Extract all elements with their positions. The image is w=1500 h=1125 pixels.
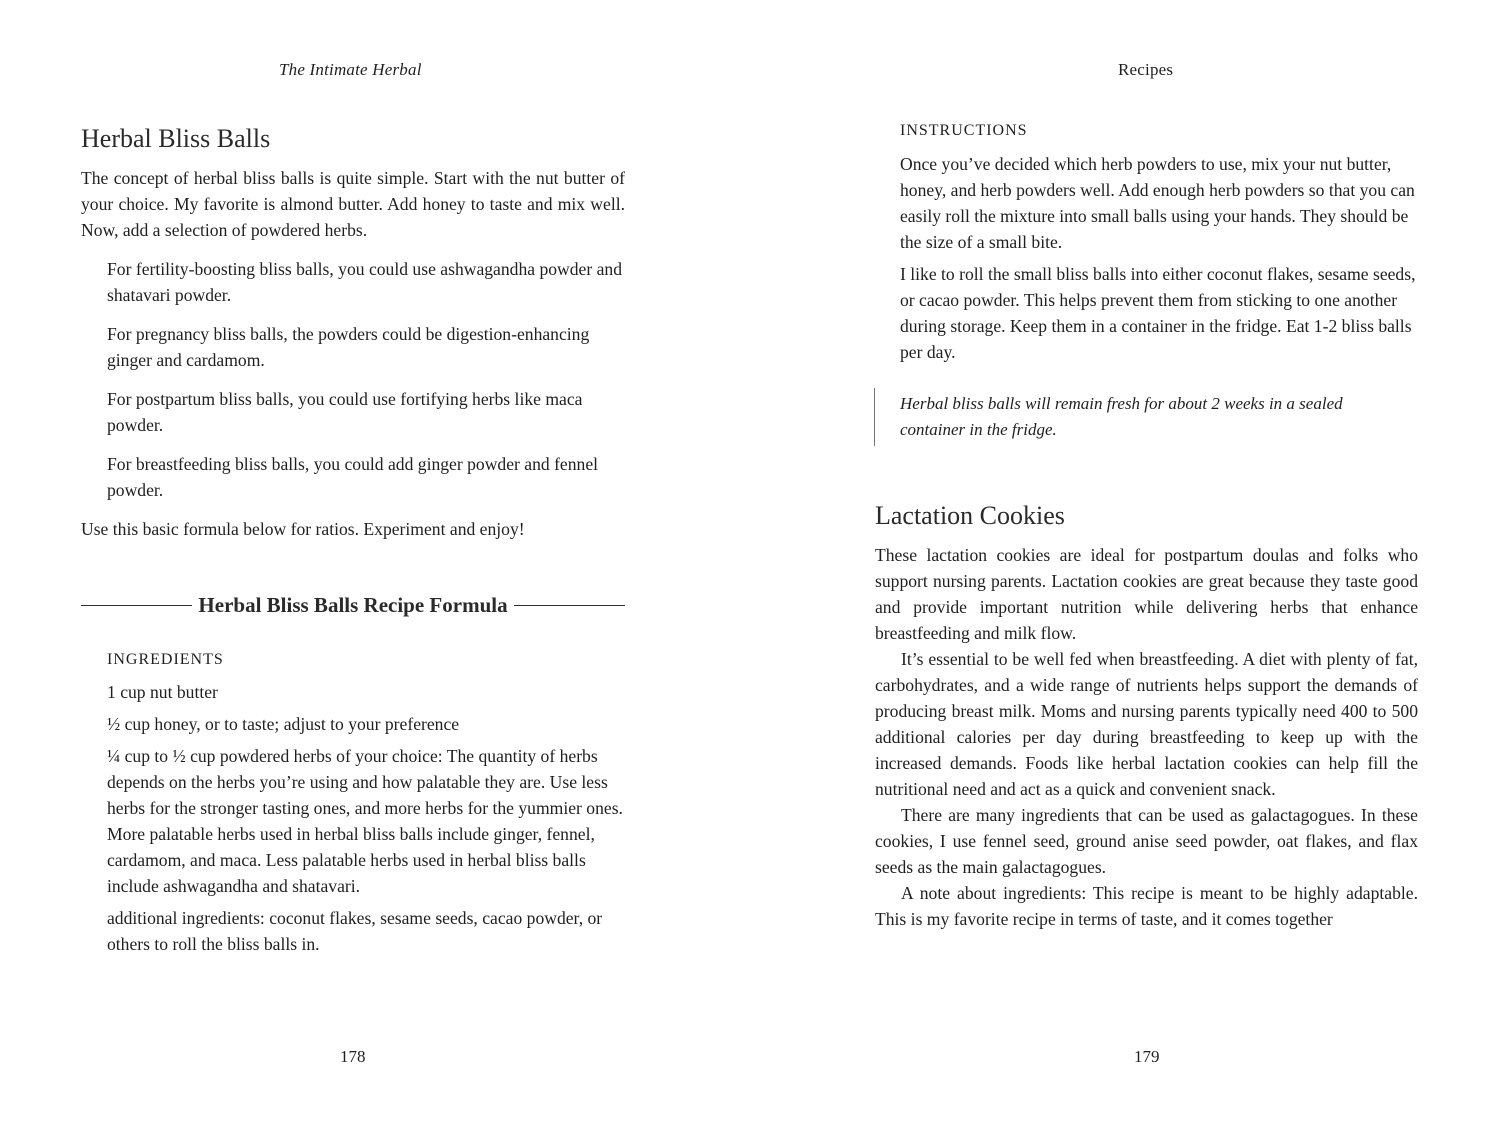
rule-line-left <box>81 605 192 606</box>
option-pregnancy: For pregnancy bliss balls, the powders could be digestion-enhancing ginger and cardamom. <box>107 324 590 370</box>
page-number-left: 178 <box>340 1047 366 1066</box>
body-paragraph: A note about ingredients: This recipe is meant to be highly adaptable. This is my favorite recipe in terms of taste, and it comes together <box>875 883 1418 929</box>
ingredient-additional: additional ingredients: coconut flakes, sesame seeds, cacao powder, or others to roll the bliss balls in. <box>107 908 603 954</box>
running-head-right: Recipes <box>1118 60 1174 79</box>
section-title-bliss-balls: Herbal Bliss Balls <box>81 124 271 153</box>
instruction-step-1: Once you’ve decided which herb powders to use, mix your nut butter, honey, and herb powders well. Add enough herb powders so that you can easily roll the mixture into small balls using your hands. They should be the size of a small bite. <box>900 154 1415 252</box>
option-postpartum: For postpartum bliss balls, you could use fortifying herbs like maca powder. <box>107 389 583 435</box>
formula-title: Herbal Bliss Balls Recipe Formula <box>198 593 508 617</box>
rule-line-right <box>514 605 625 606</box>
bliss-ball-options <box>107 256 627 503</box>
page-number-right: 179 <box>1134 1047 1160 1066</box>
instruction-step-2: I like to roll the small bliss balls into either coconut flakes, sesame seeds, or cacao powder. This helps prevent them from sticking to one another during storage. Keep them in a container in the fridge. Eat 1-2 bliss balls per day. <box>900 264 1416 362</box>
right-page <box>750 0 1500 1125</box>
ingredient-nut-butter: 1 cup nut butter <box>107 682 218 702</box>
ingredients-list <box>107 679 627 957</box>
ingredient-herbs: ¼ cup to ½ cup powdered herbs of your choice: The quantity of herbs depends on the herbs you’re using and how palatable they are. Use less herbs for the stronger tasting ones, and more herbs for the yummier ones. More palatable herbs used in herbal bliss balls include ginger, fennel, cardamom, and maca. Less palatable herbs used in herbal bliss balls include ashwagandha and shatavari. <box>107 746 623 896</box>
body-paragraph: There are many ingredients that can be used as galactagogues. In these cookies, I use fennel seed, ground anise seed powder, oat flakes, and flax seeds as the main galactagogues. <box>875 805 1418 877</box>
option-fertility: For fertility-boosting bliss balls, you could use ashwagandha powder and shatavari powder. <box>107 259 623 305</box>
formula-heading <box>81 593 625 618</box>
note-bar <box>874 388 875 446</box>
option-breastfeeding: For breastfeeding bliss balls, you could add ginger powder and fennel powder. <box>107 454 599 500</box>
storage-note <box>900 391 1380 443</box>
storage-note-text: Herbal bliss balls will remain fresh for about 2 weeks in a sealed container in the fridge. <box>900 394 1343 439</box>
closing-paragraph <box>81 516 625 542</box>
body-paragraph: These lactation cookies are ideal for postpartum doulas and folks who support nursing parents. Lactation cookies are great because they taste good and provide important nutrition while delivering herbs that enhance breastfeeding and milk flow. <box>875 545 1418 643</box>
ingredient-honey: ½ cup honey, or to taste; adjust to your preference <box>107 714 460 734</box>
instructions-heading: INSTRUCTIONS <box>900 122 1028 139</box>
lactation-body <box>875 542 1418 932</box>
intro-text: The concept of herbal bliss balls is quite simple. Start with the nut butter of your choice. My favorite is almond butter. Add honey to taste and mix well. Now, add a selection of powdered herbs. <box>81 168 625 240</box>
running-head-left: The Intimate Herbal <box>279 60 422 79</box>
closing-text: Use this basic formula below for ratios. Experiment and enjoy! <box>81 519 525 539</box>
intro-paragraph <box>81 165 625 243</box>
section-title-lactation-cookies: Lactation Cookies <box>875 501 1065 530</box>
body-paragraph: It’s essential to be well fed when breastfeeding. A diet with plenty of fat, carbohydrates, and a wide range of nutrients helps support the demands of producing breast milk. Moms and nursing parents typically need 400 to 500 additional calories per day during breastfeeding to keep up with the increased demands. Foods like herbal lactation cookies can help fill the nutritional need and act as a quick and convenient snack. <box>875 649 1418 799</box>
ingredients-heading: INGREDIENTS <box>107 651 224 668</box>
instructions-list <box>900 151 1420 365</box>
